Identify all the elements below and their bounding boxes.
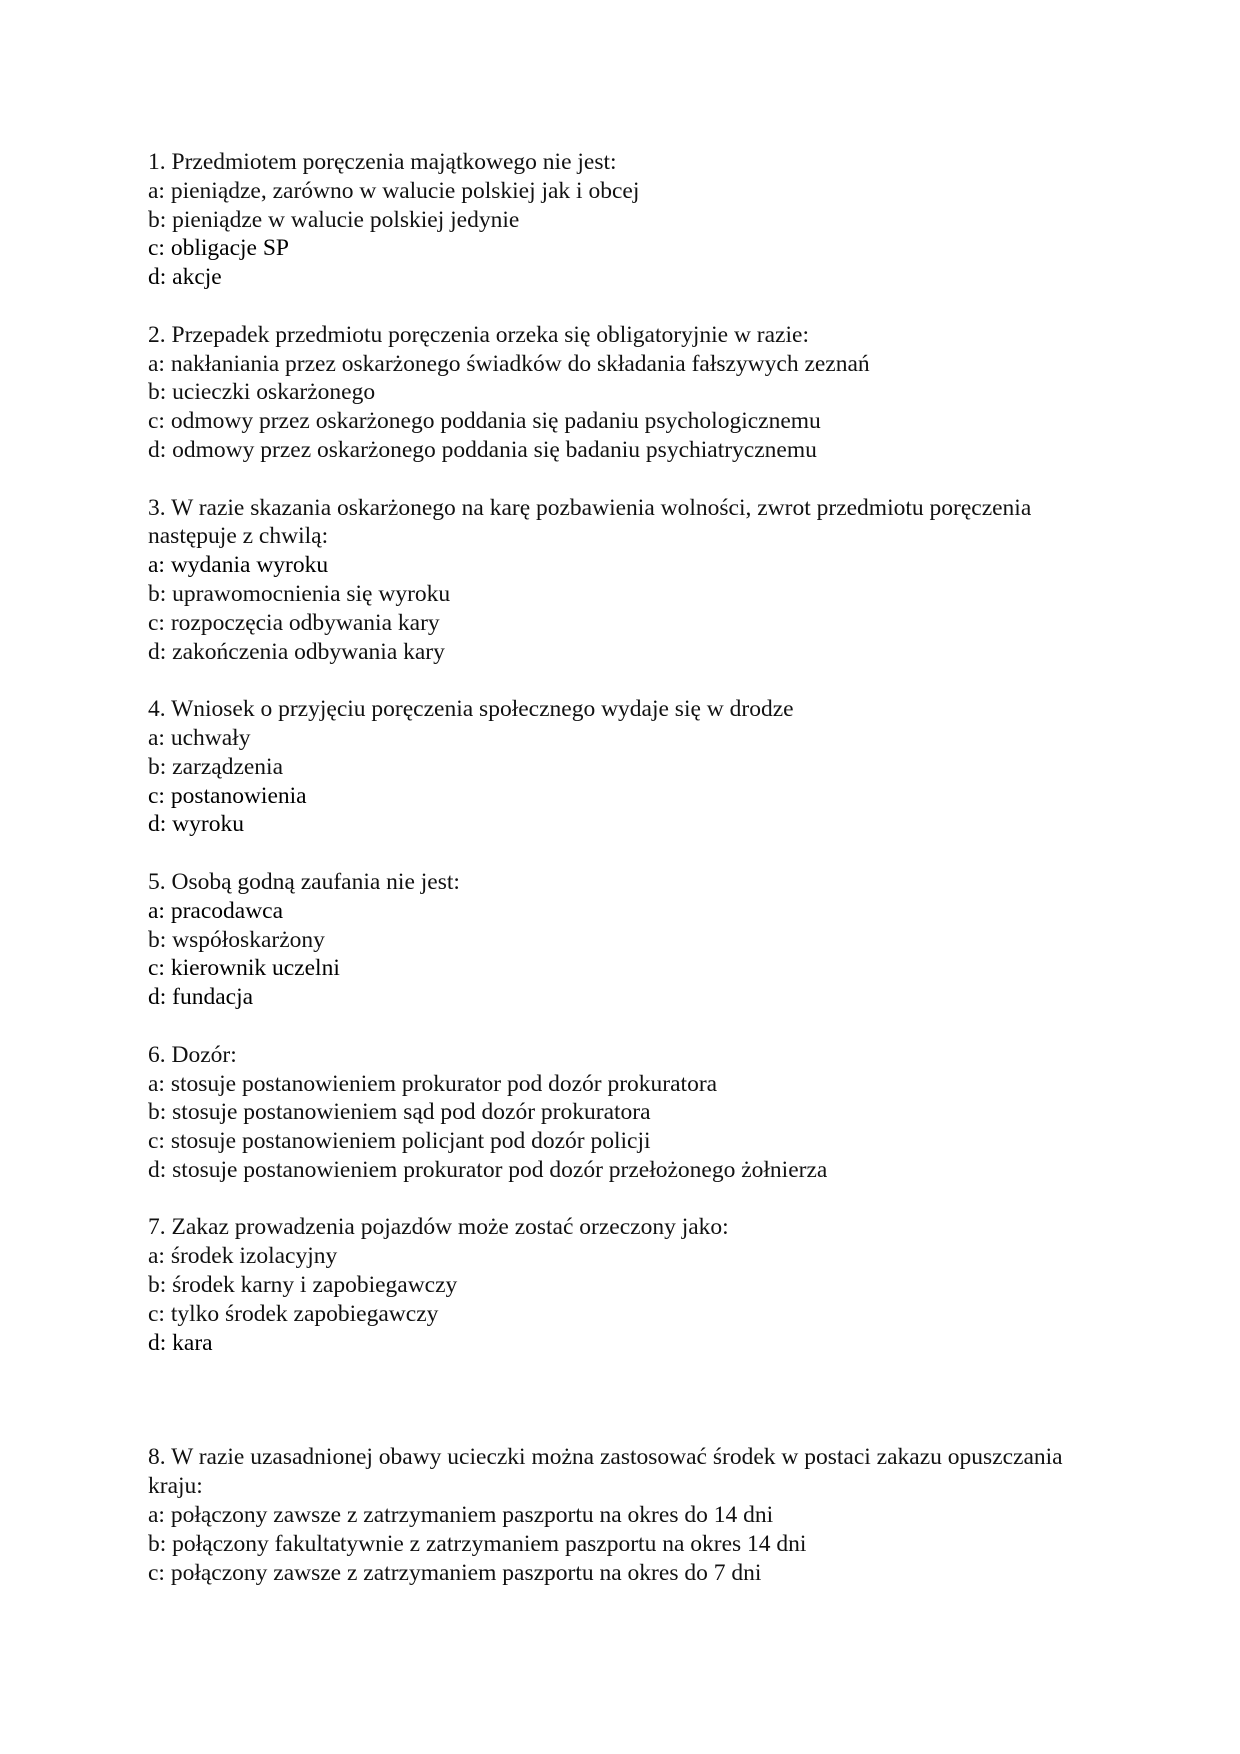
option-a: a: uchwały [148,724,251,751]
option-b: b: pieniądze w walucie polskiej jedynie [148,206,520,233]
option-b: b: współoskarżony [148,926,325,953]
option-d: d: zakończenia odbywania kary [148,638,445,665]
option-a: a: pieniądze, zarówno w walucie polskiej jak i obcej [148,177,640,204]
question-text: 8. W razie uzasadnionej obawy ucieczki można zastosować środek w postaci zakazu opuszczania kraju: [148,1444,1069,1500]
option-d: d: wyroku [148,811,244,838]
option-c: c: kierownik uczelni [148,955,340,982]
option-b: b: zarządzenia [148,753,284,780]
option-a: a: nakłaniania przez oskarżonego świadków do składania fałszywych zeznań [148,350,870,377]
question-text: 4. Wniosek o przyjęciu poręczenia społecznego wydaje się w drodze [148,696,794,723]
option-a: a: wydania wyroku [148,552,329,579]
question-2 [148,321,1098,465]
option-b: b: uprawomocnienia się wyroku [148,580,451,607]
option-c: c: połączony zawsze z zatrzymaniem paszportu na okres do 7 dni [148,1559,762,1586]
spacer [148,465,1098,494]
question-text: 7. Zakaz prowadzenia pojazdów może zostać orzeczony jako: [148,1214,729,1241]
spacer [148,1185,1098,1214]
spacer [148,839,1098,868]
option-a: a: połączony zawsze z zatrzymaniem paszportu na okres do 14 dni [148,1502,774,1529]
option-c: c: tylko środek zapobiegawczy [148,1300,439,1327]
option-d: d: akcje [148,264,222,291]
question-6 [148,1041,1098,1185]
question-list [148,148,1098,1587]
option-d: d: odmowy przez oskarżonego poddania się badaniu psychiatrycznemu [148,436,817,463]
option-a: a: środek izolacyjny [148,1243,338,1270]
question-4 [148,695,1098,839]
option-d: d: fundacja [148,984,254,1011]
question-5 [148,868,1098,1012]
question-3 [148,494,1098,667]
option-b: b: środek karny i zapobiegawczy [148,1272,458,1299]
question-text: 5. Osobą godną zaufania nie jest: [148,868,460,895]
question-text: 2. Przepadek przedmiotu poręczenia orzeka się obligatoryjnie w razie: [148,321,809,348]
spacer [148,666,1098,695]
option-c: c: odmowy przez oskarżonego poddania się padaniu psychologicznemu [148,408,821,435]
spacer [148,292,1098,321]
question-text: 1. Przedmiotem poręczenia majątkowego nie jest: [148,149,617,175]
question-8 [148,1443,1098,1587]
question-1 [148,148,1098,292]
option-b: b: połączony fakultatywnie z zatrzymaniem paszportu na okres 14 dni [148,1530,807,1557]
option-a: a: pracodawca [148,897,284,924]
option-c: c: postanowienia [148,782,307,809]
option-d: d: stosuje postanowieniem prokurator pod dozór przełożonego żołnierza [148,1156,828,1183]
option-d: d: kara [148,1329,213,1356]
spacer [148,1357,1098,1443]
option-c: c: obligacje SP [148,235,289,262]
option-c: c: rozpoczęcia odbywania kary [148,609,440,636]
question-text: 3. W razie skazania oskarżonego na karę pozbawienia wolności, zwrot przedmiotu poręczenia następuje z chwilą: [148,494,1038,550]
option-b: b: stosuje postanowieniem sąd pod dozór prokuratora [148,1099,651,1126]
option-c: c: stosuje postanowieniem policjant pod dozór policji [148,1128,651,1155]
option-a: a: stosuje postanowieniem prokurator pod dozór prokuratora [148,1070,718,1097]
option-b: b: ucieczki oskarżonego [148,379,376,406]
question-7 [148,1213,1098,1357]
spacer [148,1012,1098,1041]
question-text: 6. Dozór: [148,1041,237,1068]
